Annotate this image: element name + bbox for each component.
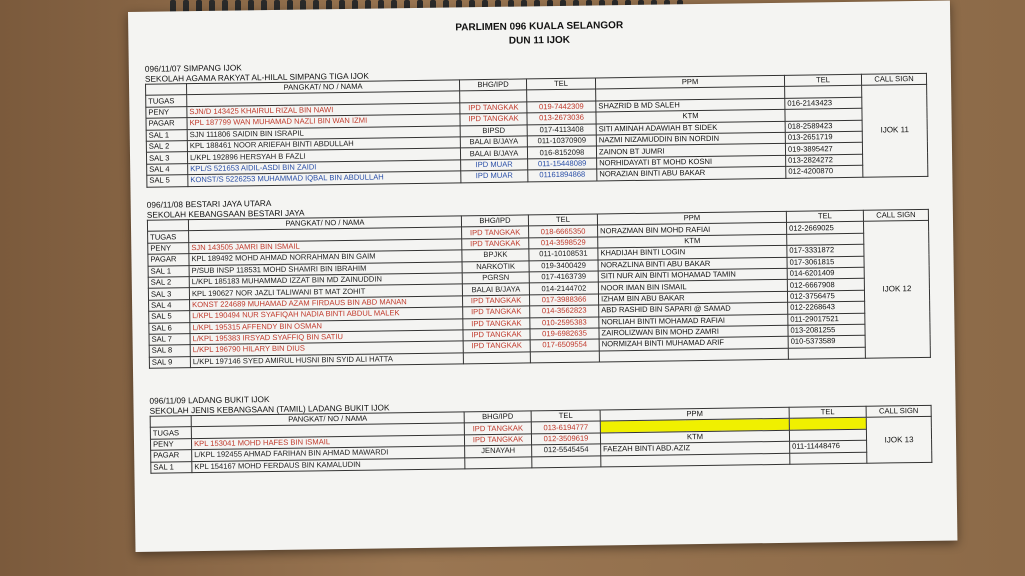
cell-bhg: IPD TANGKAK xyxy=(462,295,529,307)
cell-ppm: NORAZLINA BINTI ABU BAKAR xyxy=(598,257,787,271)
cell-nama: KPL 153041 MOHD HAFES BIN ISMAIL xyxy=(191,435,464,450)
column-header: PPM xyxy=(595,75,784,89)
cell-tugas: PENY xyxy=(148,242,189,254)
section-code: 096/11/08 BESTARI JAYA UTARA xyxy=(146,198,272,210)
cell-nama: SJN 143505 JAMRI BIN ISMAIL xyxy=(189,239,462,254)
cell-nama: L/KPL 192455 AHMAD FARIHAN BIN AHMAD MAWARDI xyxy=(192,446,465,461)
cell-tel xyxy=(532,456,601,468)
cell-bhg: IPD TANGKAK xyxy=(462,226,529,238)
cell-ppm_tel: 012-4200870 xyxy=(786,165,863,177)
cell-tugas: PAGAR xyxy=(151,450,192,462)
column-header: PANGKAT/ NO / NAMA xyxy=(191,412,464,427)
cell-ppm_tel: 019-3895427 xyxy=(785,143,862,155)
cell-tugas: PENY xyxy=(150,438,191,450)
cell-bhg: IPD TANGKAK xyxy=(462,238,529,250)
call-sign: IJOK 11 xyxy=(862,85,928,177)
cell-nama: SJN/D 143425 KHAIRUL RIZAL BIN NAWI xyxy=(187,103,460,118)
cell-bhg: IPD TANGKAK xyxy=(463,329,530,341)
cell-tugas: SAL 7 xyxy=(149,334,190,346)
column-header: CALL SIGN xyxy=(866,405,931,417)
cell-ppm: KHADIJAH BINTI LOGIN xyxy=(598,245,787,259)
header-line-1: PARLIMEN 096 KUALA SELANGOR xyxy=(455,20,624,34)
cell-tugas: PAGAR xyxy=(146,118,187,130)
cell-ppm_tel: 018-2589423 xyxy=(785,120,862,132)
cell-ppm: IZHAM BIN ABU BAKAR xyxy=(598,291,787,305)
cell-tel: 014-2144702 xyxy=(529,282,598,294)
cell-tel: 017-3988366 xyxy=(529,294,598,306)
cell-ppm: SHAZRID B MD SALEH xyxy=(596,98,785,112)
cell-nama: KPL 188461 NOOR ARIEFAH BINTI ABDULLAH xyxy=(187,137,460,152)
cell-tel: 014-3562823 xyxy=(530,305,599,317)
cell-tugas: SAL 6 xyxy=(149,322,190,334)
cell-bhg: IPD TANGKAK xyxy=(460,113,527,125)
cell-tel: 012-5545454 xyxy=(532,444,601,456)
cell-ppm_tel: 013-2651719 xyxy=(785,131,862,143)
cell-ppm: NORAZIAN BINTI ABU BAKAR xyxy=(597,166,786,180)
cell-nama: KPL/S 521653 AIDIL-ASDI BIN ZAIDI xyxy=(188,160,461,175)
cell-nama: KPL 154167 MOHD FERDAUS BIN KAMALUDIN xyxy=(192,457,465,472)
column-header: PPM xyxy=(600,407,789,421)
cell-tugas: PAGAR xyxy=(148,254,189,266)
call-sign: IJOK 13 xyxy=(866,417,932,463)
cell-bhg: IPD MUAR xyxy=(461,170,528,182)
cell-tel: 017-4163739 xyxy=(529,271,598,283)
cell-tugas: SAL 2 xyxy=(146,141,187,153)
cell-ppm_tel: 017-3331872 xyxy=(787,244,864,256)
cell-tel: 014-3598529 xyxy=(529,237,598,249)
school-name: SEKOLAH JENIS KEBANGSAAN (TAMIL) LADANG BUKIT IJOK xyxy=(149,402,390,416)
cell-tugas: SAL 8 xyxy=(149,345,190,357)
cell-nama: L/KPL 195315 AFFENDY BIN OSMAN xyxy=(190,318,463,333)
column-header: PANGKAT/ NO / NAMA xyxy=(187,80,460,95)
column-header: TEL xyxy=(528,214,597,226)
column-header: PANGKAT/ NO / NAMA xyxy=(188,216,461,231)
cell-bhg: IPD TANGKAK xyxy=(463,306,530,318)
school-name: SEKOLAH KEBANGSAAN BESTARI JAYA xyxy=(146,207,305,220)
cell-tel: 010-2595383 xyxy=(530,316,599,328)
cell-nama: P/SUB INSP 118531 MOHD SHAMRI BIN IBRAHIM xyxy=(189,261,462,276)
cell-nama: KPL 190627 NOR JAZLI TALIWANI BT MAT ZOHIT xyxy=(189,284,462,299)
cell-ppm_tel: 012-2669025 xyxy=(787,222,864,234)
cell-bhg xyxy=(460,90,527,102)
cell-ppm: ZAINON BT JUMRI xyxy=(596,144,785,158)
column-header: BHG/IPD xyxy=(464,411,531,423)
cell-tel: 013-2673036 xyxy=(527,112,596,124)
column-header xyxy=(146,84,187,96)
cell-ppm: NORHIDAYATI BT MOHD KOSNI xyxy=(597,155,786,169)
cell-ppm_tel: 012-6667908 xyxy=(787,279,864,291)
cell-ppm_tel: 011-11448476 xyxy=(790,440,867,452)
column-header xyxy=(150,416,191,428)
column-header: TEL xyxy=(784,74,861,86)
cell-nama: KONST 224689 MUHAMAD AZAM FIRDAUS BIN ABD MANAN xyxy=(190,296,463,311)
cell-tugas: SAL 9 xyxy=(149,356,190,368)
cell-tugas: SAL 5 xyxy=(149,311,190,323)
cell-ppm: FAEZAH BINTI ABD.AZIZ xyxy=(601,441,790,455)
cell-tugas: SAL 4 xyxy=(147,163,188,175)
cell-tugas: SAL 1 xyxy=(146,129,187,141)
cell-tugas: SAL 3 xyxy=(148,288,189,300)
cell-ppm_tel xyxy=(788,347,865,359)
column-header: TEL xyxy=(531,410,600,422)
duty-table xyxy=(145,73,928,187)
cell-bhg: IPD MUAR xyxy=(461,159,528,171)
cell-bhg: BALAI B/JAYA xyxy=(462,283,529,295)
cell-tel: 013-6194777 xyxy=(531,421,600,433)
cell-ppm: SITI NUR AIN BINTI MOHAMAD TAMIN xyxy=(598,268,787,282)
header-line-2: DUN 11 IJOK xyxy=(508,34,571,47)
cell-tugas: TUGAS xyxy=(150,427,191,439)
cell-nama: L/KPL 185183 MUHAMMAD IZZAT BIN MD ZAINUDDIN xyxy=(189,273,462,288)
cell-tugas: SAL 2 xyxy=(148,277,189,289)
cell-tel: 017-4113408 xyxy=(527,124,596,136)
cell-ppm_tel: 010-5373589 xyxy=(788,336,865,348)
document-header xyxy=(128,15,950,54)
cell-bhg: IPD TANGKAK xyxy=(463,317,530,329)
cell-tugas: TUGAS xyxy=(148,231,189,243)
cell-tugas: PENY xyxy=(146,106,187,118)
cell-ppm: KTM xyxy=(598,234,787,248)
section-code: 096/11/07 SIMPANG IJOK xyxy=(144,62,242,74)
cell-ppm_tel: 017-3061815 xyxy=(787,256,864,268)
cell-nama: L/KPL 190494 NUR SYAFIQAH NADIA BINTI ABDUL MALEK xyxy=(190,307,463,322)
cell-bhg: BALAI B/JAYA xyxy=(460,136,527,148)
cell-tugas: SAL 5 xyxy=(147,175,188,187)
cell-tugas: TUGAS xyxy=(146,95,187,107)
duty-table xyxy=(150,405,933,474)
cell-nama: L/KPL 197146 SYED AMIRUL HUSNI BIN SYID ALI HATTA xyxy=(190,353,463,368)
cell-nama: L/KPL 195383 IRSYAD SYAFFIQ BIN SATIU xyxy=(190,330,463,345)
cell-ppm xyxy=(601,453,790,467)
section-block xyxy=(147,189,929,369)
cell-ppm_tel: 013-2824272 xyxy=(786,154,863,166)
cell-bhg: IPD TANGKAK xyxy=(463,340,530,352)
cell-ppm_tel: 011-29017521 xyxy=(788,313,865,325)
column-header: TEL xyxy=(789,406,866,418)
cell-tugas: SAL 1 xyxy=(151,461,192,473)
cell-ppm_tel: 016-2143423 xyxy=(785,97,862,109)
column-header: CALL SIGN xyxy=(861,73,926,85)
call-sign: IJOK 12 xyxy=(863,221,930,359)
cell-ppm: NORMIZAH BINTI MUHAMAD ARIF xyxy=(599,337,788,351)
cell-bhg: IPD TANGKAK xyxy=(464,422,531,434)
school-name: SEKOLAH AGAMA RAKYAT AL-HILAL SIMPANG TIGA IJOK xyxy=(144,70,369,84)
cell-tel: 012-3509619 xyxy=(531,433,600,445)
cell-tugas: SAL 3 xyxy=(146,152,187,164)
cell-nama: L/KPL 196790 HILARY BIN DIUS xyxy=(190,341,463,356)
cell-ppm_tel: 012-3756475 xyxy=(787,290,864,302)
cell-bhg: NARKOTIK xyxy=(462,260,529,272)
cell-bhg: BIPSD xyxy=(460,125,527,137)
cell-tel xyxy=(527,89,596,101)
column-header: CALL SIGN xyxy=(863,209,928,221)
cell-ppm: NAZMI NIZAMUDDIN BIN NORDIN xyxy=(596,132,785,146)
cell-ppm: KTM xyxy=(596,110,785,124)
cell-nama: KONST/S 5226253 MUHAMMAD IQBAL BIN ABDULLAH xyxy=(188,171,461,186)
cell-ppm: ABD RASHID BIN SAPARI @ SAMAD xyxy=(599,302,788,316)
cell-tel: 019-7442309 xyxy=(527,101,596,113)
cell-tel: 01161894868 xyxy=(528,169,597,181)
cell-ppm: KTM xyxy=(600,430,789,444)
cell-tel: 019-3400429 xyxy=(529,260,598,272)
cell-nama: L/KPL 192896 HERSYAH B FAZLI xyxy=(187,148,460,163)
column-header xyxy=(147,220,188,232)
cell-ppm: NORLIAH BINTI MOHAMAD RAFIAI xyxy=(599,314,788,328)
cell-tel: 017-6509554 xyxy=(530,339,599,351)
cell-bhg: JENAYAH xyxy=(465,445,532,457)
cell-tugas: SAL 4 xyxy=(149,299,190,311)
section-code: 096/11/09 LADANG BUKIT IJOK xyxy=(149,394,270,406)
cell-tel xyxy=(530,351,599,363)
column-header: TEL xyxy=(786,210,863,222)
cell-bhg: PGRSN xyxy=(462,272,529,284)
cell-ppm_tel xyxy=(790,452,867,464)
cell-bhg xyxy=(463,352,530,364)
cell-ppm_tel: 012-2268643 xyxy=(788,301,865,313)
cell-tel: 016-8152098 xyxy=(527,146,596,158)
cell-bhg: IPD TANGKAK xyxy=(464,434,531,446)
cell-nama: KPL 189492 MOHD AHMAD NORRAHMAN BIN GAIM xyxy=(189,250,462,265)
document-page xyxy=(128,1,957,552)
cell-tel: 011-10108531 xyxy=(529,248,598,260)
cell-bhg: BPJKK xyxy=(462,249,529,261)
cell-nama: SJN 111806 SAIDIN BIN ISRAPIL xyxy=(187,125,460,140)
column-header: BHG/IPD xyxy=(459,79,526,91)
cell-tel: 011-15448089 xyxy=(528,158,597,170)
cell-ppm_tel: 014-6201409 xyxy=(787,267,864,279)
cell-nama: KPL 187799 WAN MUHAMAD NAZLI BIN WAN IZMI xyxy=(187,114,460,129)
cell-bhg xyxy=(465,456,532,468)
column-header: PPM xyxy=(597,211,786,225)
cell-tel: 019-6982635 xyxy=(530,328,599,340)
cell-ppm: SITI AMINAH ADAWIAH BT SIDEK xyxy=(596,121,785,135)
cell-ppm: NORAZMAN BIN MOHD RAFIAI xyxy=(598,223,787,237)
cell-ppm: ZAIROLIZWAN BIN MOHD ZAMRI xyxy=(599,325,788,339)
section-block xyxy=(149,385,930,474)
duty-table xyxy=(147,209,931,369)
cell-tel: 011-10370909 xyxy=(527,135,596,147)
cell-bhg: BALAI B/JAYA xyxy=(460,147,527,159)
cell-ppm_tel: 013-2081255 xyxy=(788,324,865,336)
cell-ppm xyxy=(599,348,788,362)
cell-ppm: NOOR IMAN BIN ISMAIL xyxy=(598,280,787,294)
section-block xyxy=(145,53,927,187)
column-header: TEL xyxy=(526,78,595,90)
column-header: BHG/IPD xyxy=(461,215,528,227)
cell-tugas: SAL 1 xyxy=(148,265,189,277)
cell-tel: 018-6665350 xyxy=(529,225,598,237)
cell-bhg: IPD TANGKAK xyxy=(460,102,527,114)
